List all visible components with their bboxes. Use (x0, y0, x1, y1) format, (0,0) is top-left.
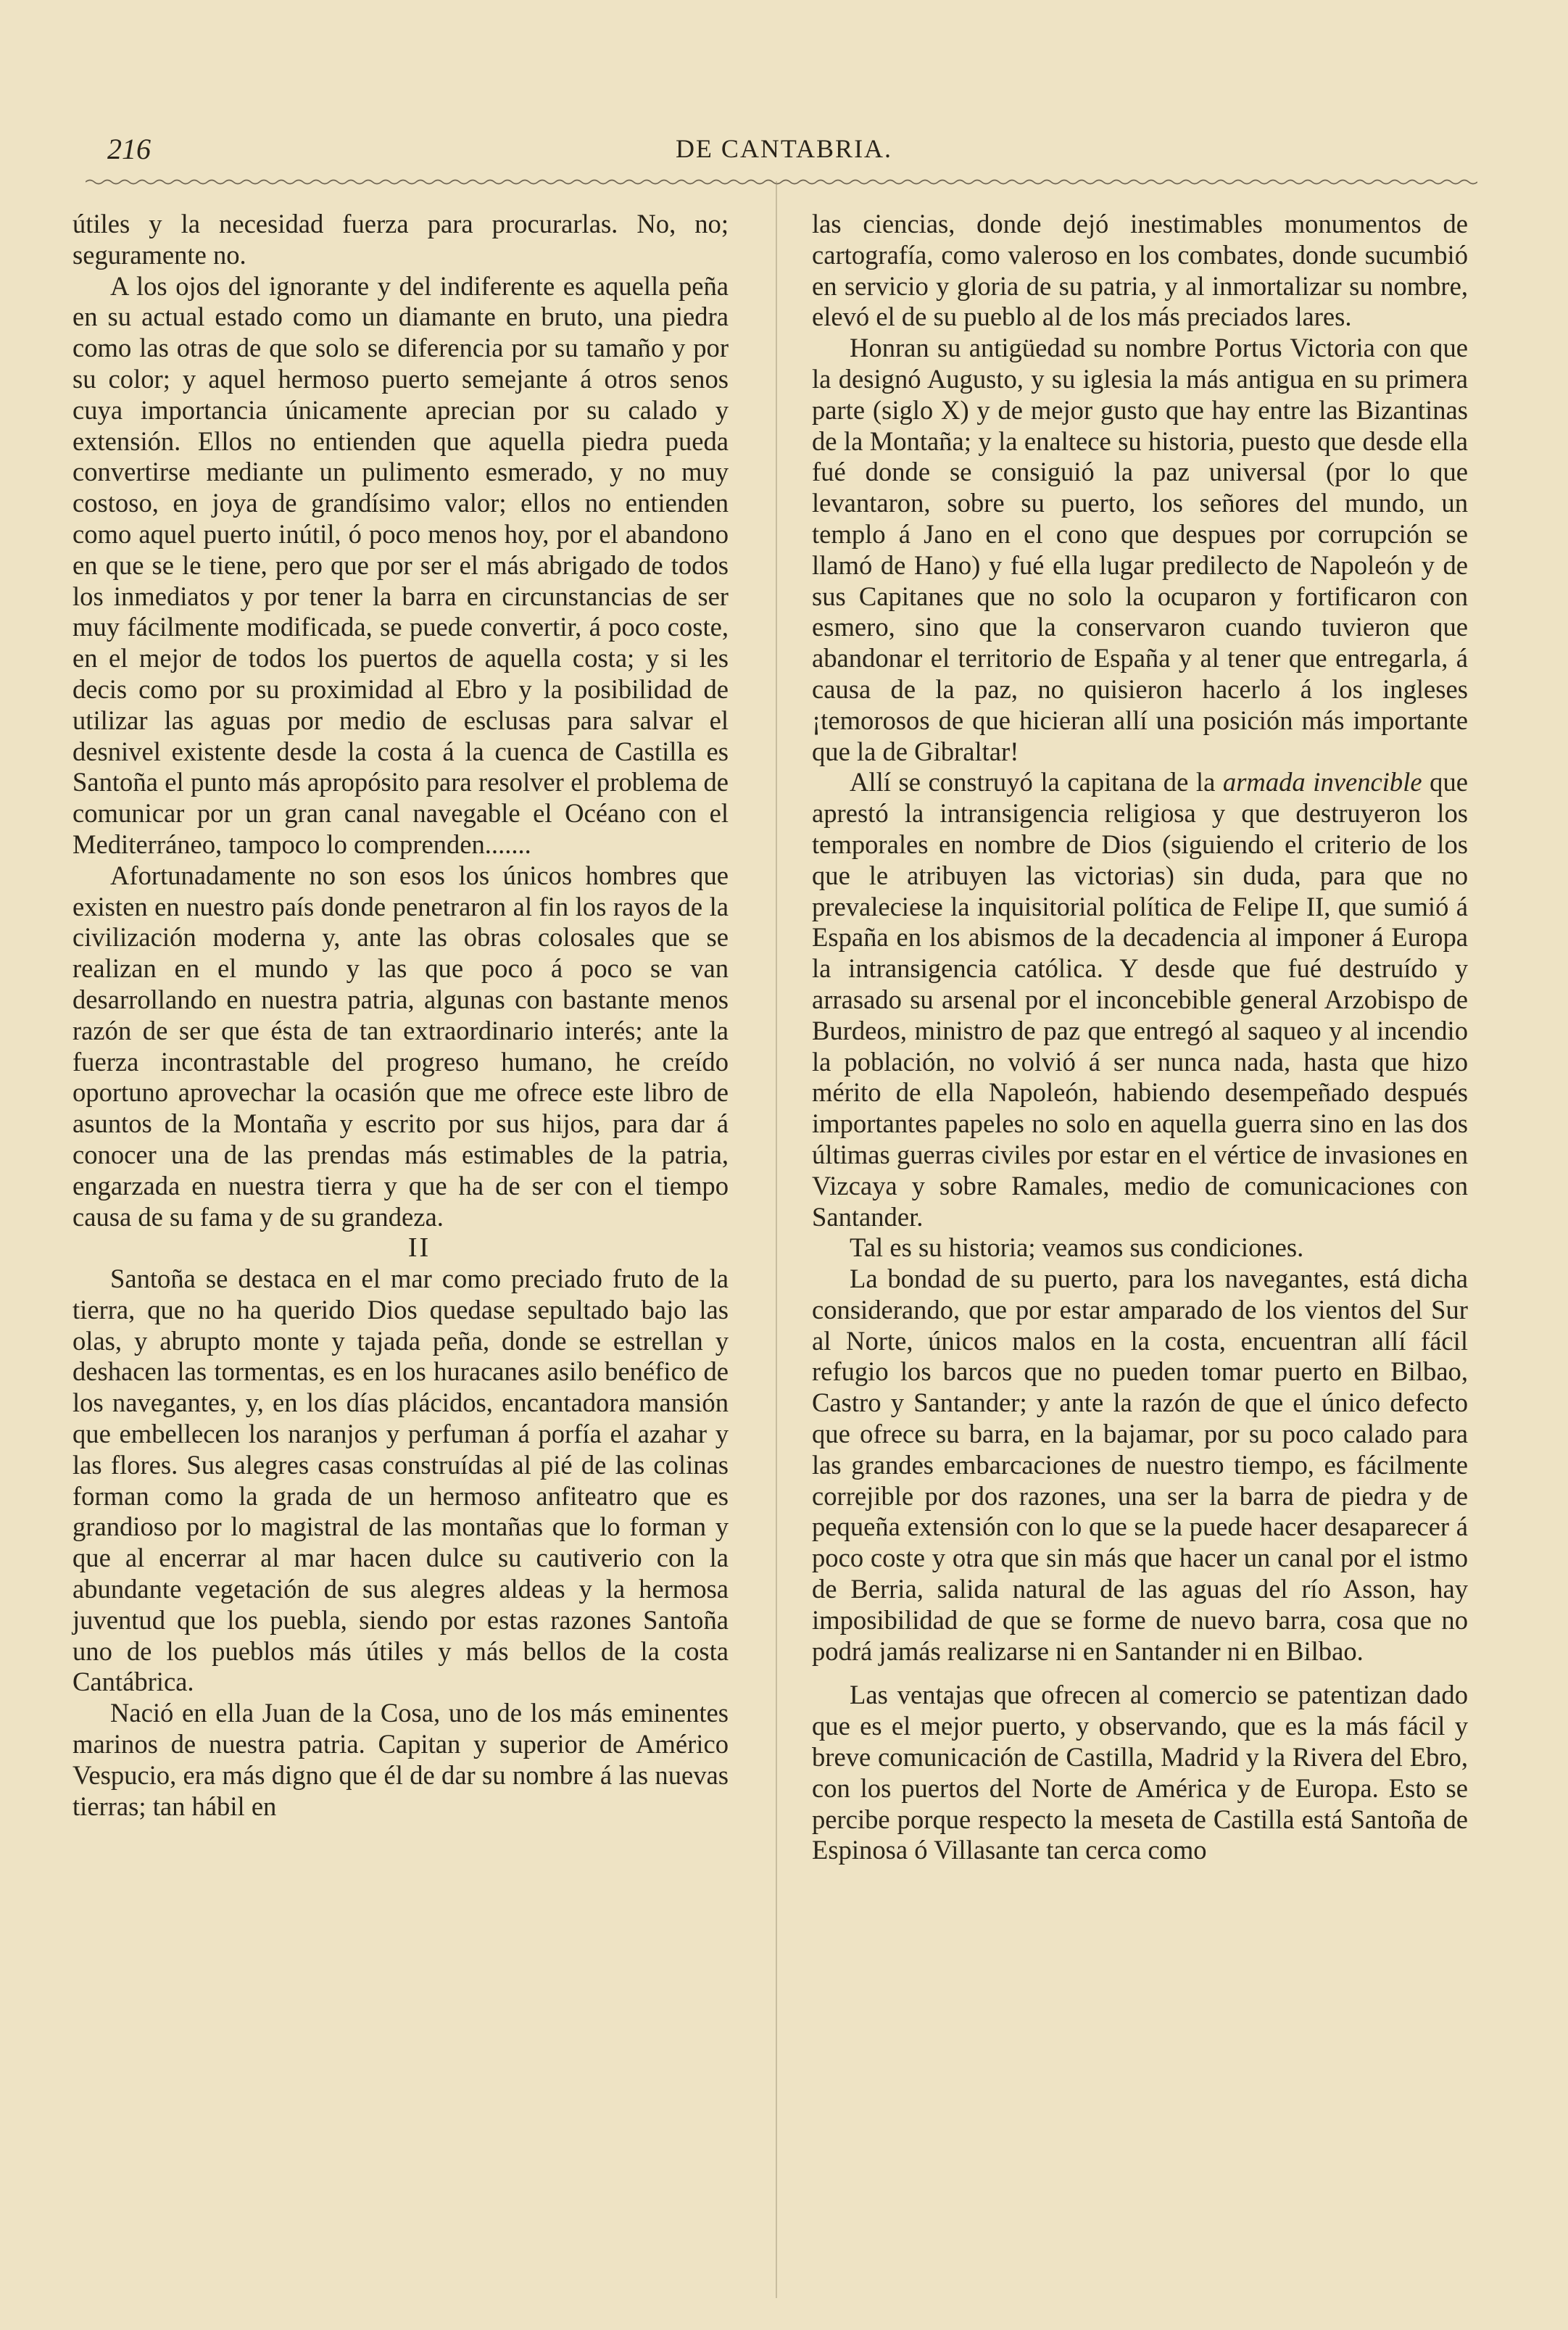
right-column (812, 209, 1468, 1866)
running-title: DE CANTABRIA. (675, 134, 893, 163)
text-run: que aprestó la intransigencia religiosa y que destruyeron los temporales en nombre de Dios (siguiendo el criterio de los que le atribuyen las victorias) sin duda, para que no prevaleciese la inquisitorial política de Felipe II, que sumió á España en los abismos de la decadencia al imponer á Europa la intransigencia católica. Y desde que fué destruído y arrasado su arsenal por el inconcebible general Arzobispo de Burdeos, ministro de paz que entregó al saqueo y al incendio la población, no volvió á ser nunca nada, hasta que hizo mérito de ella Napoleón, habiendo desempeñado después importantes papeles no solo en aquella guerra sino en las dos últimas guerras civiles por estar en el vértice de invasiones en Vizcaya y sobre Ramales, medio de comunicaciones con Santander. (812, 767, 1468, 1232)
column-divider (776, 181, 777, 2298)
paragraph: Santoña se destaca en el mar como preciado fruto de la tierra, que no ha querido Dios quedase sepultado bajo las olas, y abrupto monte y tajada peña, donde se estrellan y deshacen las tormentas, es en los huracanes asilo benéfico de los navegantes, y, en los días plácidos, encantadora mansión que embellecen los naranjos y perfuman á porfía el azahar y las flores. Sus alegres casas construídas al pié de las colinas forman como la grada de un hermoso anfiteatro que es grandioso por lo magistral de las montañas que lo forman y que al encerrar al mar hacen dulce su cautiverio con la abundante vegetación de sus alegres aldeas y la hermosa juventud que los puebla, siendo por estas razones Santoña uno de los pueblos más útiles y más bellos de la costa Cantábrica. (72, 1264, 729, 1697)
paragraph: Tal es su historia; veamos sus condiciones. (850, 1232, 1304, 1263)
page-header (101, 129, 1467, 173)
paragraph: Afortunadamente no son esos los únicos hombres que existen en nuestro país donde penetraron al fin los rayos de la civilización moderna y, ante las obras colosales que se realizan en el mundo y las que poco á poco se van desarrollando en nuestra patria, algunas con bastante menos razón de ser que ésta de tan extraordinario interés; ante la fuerza incontrastable del progreso humano, he creído oportuno aprovechar la ocasión que me ofrece este libro de asuntos de la Montaña y escrito por sus hijos, para dar á conocer una de las prendas más estimables de la patria, engarzada en nuestra tierra y que ha de ser con el tiempo causa de su fama y de su grandeza. (72, 860, 729, 1232)
italic-title: armada invencible (1222, 767, 1422, 797)
paragraph: A los ojos del ignorante y del indiferente es aquella peña en su actual estado como un diamante en bruto, una piedra como las otras de que solo se diferencia por su tamaño y por su color; y aquel hermoso puerto semejante á otros senos cuya importancia únicamente aprecian por su calado y extensión. Ellos no entienden que aquella piedra pueda convertirse mediante un pulimento esmerado, y no muy costoso, en joya de grandísimo valor; ellos no entienden como aquel puerto inútil, ó poco menos hoy, por el abandono en que se le tiene, pero que por ser el más abrigado de todos los inmediatos y por tener la barra en circunstancias de ser muy fácilmente modificada, se puede convertir, á poco coste, en el mejor de todos los puertos de aquella costa; y si les decis como por su proximidad al Ebro y la posibilidad de utilizar las aguas por medio de esclusas para salvar el desnivel existente desde la costa á la cuenca de Castilla es Santoña el punto más apropósito para resolver el problema de comunicar por un gran canal navegable el Océano con el Mediterráneo, tampoco lo comprenden....... (72, 270, 729, 859)
header-wavy-rule (86, 177, 1477, 187)
page-number: 216 (107, 133, 151, 165)
paragraph: La bondad de su puerto, para los navegantes, está dicha considerando, que por estar amparado de los vientos del Sur al Norte, únicos malos en la costa, encuentran allí fácil refugio los barcos que no pueden tomar puerto en Bilbao, Castro y Santander; y ante la razón de que el único defecto que ofrece su barra, en la bajamar, por su poco calado para las grandes embarcaciones de nuestro tiempo, es fácilmente correjible por dos razones, una ser la barra de piedra y de pequeña extensión con lo que se la puede hacer desaparecer á poco coste y otra que sin más que hacer un canal por el istmo de Berria, salida natural de las aguas del río Asson, hay imposibilidad de que se forme de nuevo barra, cosa que no podrá jamás realizarse ni en Santander ni en Bilbao. (812, 1264, 1468, 1666)
section-numeral: II (407, 1232, 431, 1264)
text-run: Allí se construyó la capitana de la (850, 767, 1223, 797)
paragraph: Las ventajas que ofrecen al comercio se patentizan dado que es el mejor puerto, y observando, que es la más fácil y breve comunicación de Castilla, Madrid y la Rivera del Ebro, con los puertos del Norte de América y de Europa. Esto se percibe porque respecto la meseta de Castilla está Santoña de Espinosa ó Villasante tan cerca como (812, 1680, 1468, 1865)
paragraph: las ciencias, donde dejó inestimables monumentos de cartografía, como valeroso en los combates, donde sucumbió en servicio y gloria de su patria, y al inmortalizar su nombre, elevó el de su pueblo al de los más preciados lares. (812, 209, 1468, 332)
paragraph: Nació en ella Juan de la Cosa, uno de los más eminentes marinos de nuestra patria. Capitan y superior de Américo Vespucio, era más digno que él de dar su nombre á las nuevas tierras; tan hábil en (72, 1698, 729, 1821)
paragraph: útiles y la necesidad fuerza para procurarlas. No, no; seguramente no. (72, 209, 729, 270)
paragraph: Honran su antigüedad su nombre Portus Victoria con que la designó Augusto, y su iglesia la más antigua en su primera parte (siglo X) y de mejor gusto que hay entre las Bizantinas de la Montaña; y la enaltece su historia, puesto que desde ella fué donde se consiguió la paz universal (por lo que levantaron, sobre su puerto, los señores del mundo, un templo á Jano en el cono que despues por corrupción se llamó de Hano) y fué ella lugar predilecto de Napoleón y de sus Capitanes que no solo la ocuparon y fortificaron con esmero, sino que la conservaron cuando tuvieron que abandonar el territorio de España y al tener que entregarla, á causa de la paz, no quisieron hacerlo á los ingleses ¡temorosos de que hicieran allí una posición más importante que la de Gibraltar! (812, 333, 1468, 766)
left-column (72, 209, 729, 1822)
paragraph (812, 767, 1468, 1232)
